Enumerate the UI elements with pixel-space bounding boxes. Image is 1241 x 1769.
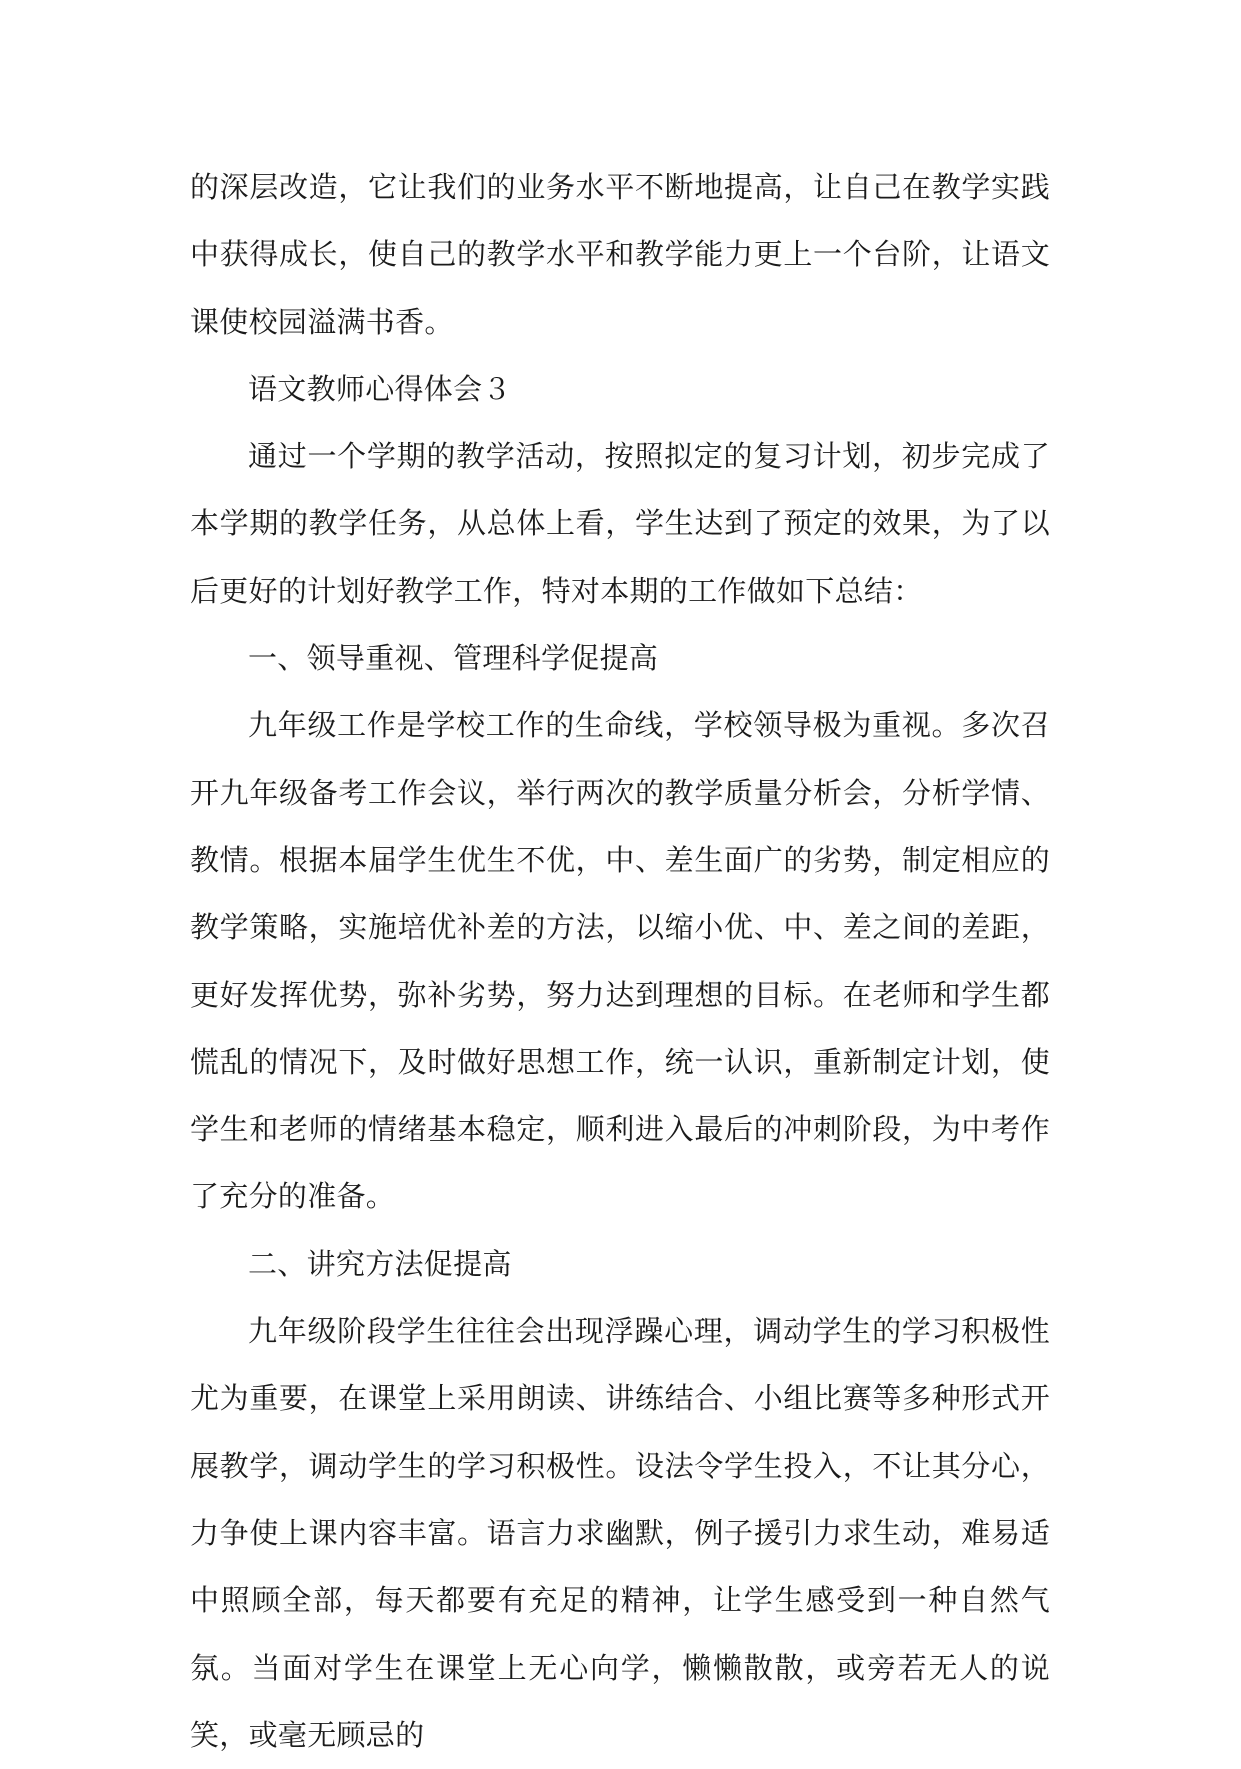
section-heading-1: 一、领导重视、管理科学促提高	[248, 641, 659, 676]
section-title: 语文教师心得体会３	[248, 371, 512, 406]
section-heading-2: 二、讲究方法促提高	[248, 1246, 512, 1281]
intro-paragraph: 通过一个学期的教学活动，按照拟定的复习计划，初步完成了本学期的教学任务，从总体上看，学生达到了预定的效果，为了以后更好的计划好教学工作，特对本期的工作做如下总结：	[190, 439, 1050, 608]
document-body	[190, 154, 1050, 1769]
body-paragraph-1: 九年级工作是学校工作的生命线，学校领导极为重视。多次召开九年级备考工作会议，举行两次的教学质量分析会，分析学情、教情。根据本届学生优生不优，中、差生面广的劣势，制定相应的教学策略，实施培优补差的方法，以缩小优、中、差之间的差距，更好发挥优势，弥补劣势，努力达到理想的目标。在老师和学生都慌乱的情况下，及时做好思想工作，统一认识，重新制定计划，使学生和老师的情绪基本稳定，顺利进入最后的冲刺阶段，为中考作了充分的准备。	[190, 708, 1050, 1214]
body-paragraph-2: 九年级阶段学生往往会出现浮躁心理，调动学生的学习积极性尤为重要，在课堂上采用朗读、讲练结合、小组比赛等多种形式开展教学，调动学生的学习积极性。设法令学生投入，不让其分心，力争使上课内容丰富。语言力求幽默，例子援引力求生动，难易适中照顾全部，每天都要有充足的精神，让学生感受到一种自然气氛。当面对学生在课堂上无心向学，懒懒散散，或旁若无人的说笑，或毫无顾忌的	[190, 1314, 1050, 1752]
continuation-paragraph: 的深层改造，它让我们的业务水平不断地提高，让自己在教学实践中获得成长，使自己的教学水平和教学能力更上一个台阶，让语文课使校园溢满书香。	[190, 170, 1050, 339]
